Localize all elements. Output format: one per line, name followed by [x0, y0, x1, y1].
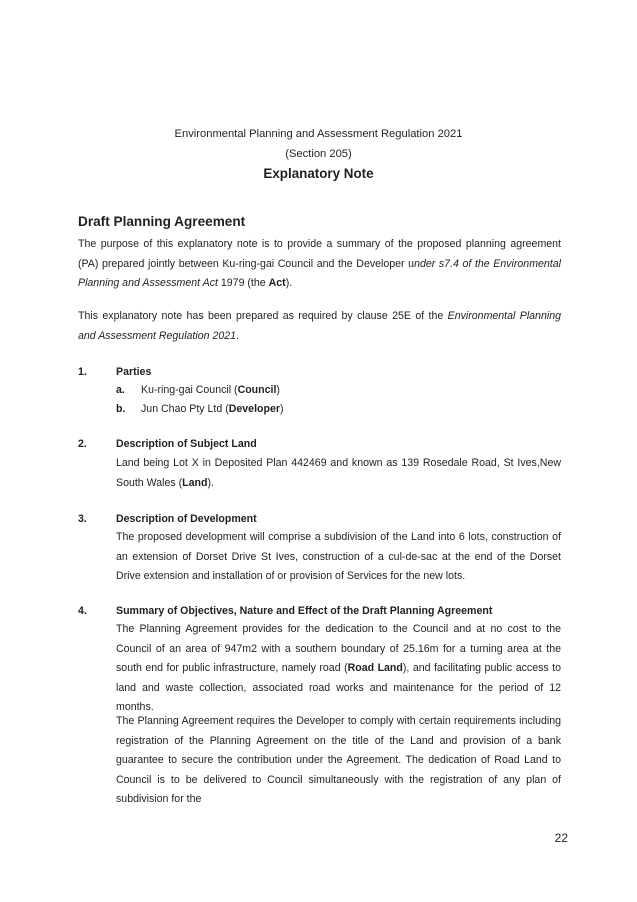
section-2-heading: Description of Subject Land [116, 438, 257, 450]
page-title: Explanatory Note [263, 166, 374, 181]
regulation-title: Environmental Planning and Assessment Regulation 2021 [174, 128, 463, 140]
section-3-number: 3. [78, 513, 87, 525]
party-developer: b. Jun Chao Pty Ltd (Developer) [116, 403, 284, 415]
section-4-paragraph-1: The Planning Agreement provides for the dedication to the Council and at no cost to the Council of an area of 947m2 with a southern boundary of 25.16m for a turning area at the south end for public infrastructure, namely road (Road Land), and facilitating public access to land and waste collection, associated road works and maintenance for the period of 12 months. [116, 623, 561, 713]
draft-agreement-heading: Draft Planning Agreement [78, 214, 246, 229]
section-2-number: 2. [78, 438, 87, 450]
section-1-heading: Parties [116, 366, 152, 378]
preparation-paragraph: This explanatory note has been prepared as required by clause 25E of the Environmental Planning and Assessment Regulation 2021. [78, 310, 561, 342]
section-reference: (Section 205) [285, 148, 352, 160]
section-4-paragraph-2: The Planning Agreement requires the Developer to comply with certain requirements including registration of the Planning Agreement on the title of the Land and provision of a bank guarantee to secure the contribution under the Agreement. The dedication of Road Land to Council is to be delivered to Council simultaneously with the registration of any plan of subdivision for the [116, 715, 561, 805]
purpose-paragraph: The purpose of this explanatory note is to provide a summary of the proposed planning agreement (PA) prepared jointly between Ku-ring-gai Council and the Developer under s7.4 of the Environmental Planning and Assessment Act 1979 (the Act). [78, 238, 561, 289]
party-council: a. Ku-ring-gai Council (Council) [116, 384, 280, 396]
section-3-heading: Description of Development [116, 513, 257, 525]
section-1-number: 1. [78, 366, 87, 378]
section-2-body: Land being Lot X in Deposited Plan 442469 and known as 139 Rosedale Road, St Ives,New South Wales (Land). [116, 457, 561, 489]
section-4-heading: Summary of Objectives, Nature and Effect of the Draft Planning Agreement [116, 605, 493, 617]
section-4-number: 4. [78, 605, 87, 617]
section-3-body: The proposed development will comprise a subdivision of the Land into 6 lots, construction of an extension of Dorset Drive St Ives, construction of a cul-de-sac at the end of the Dorset Drive extension and installation of or provision of Services for the new lots. [116, 531, 561, 582]
page-number: 22 [554, 831, 568, 845]
